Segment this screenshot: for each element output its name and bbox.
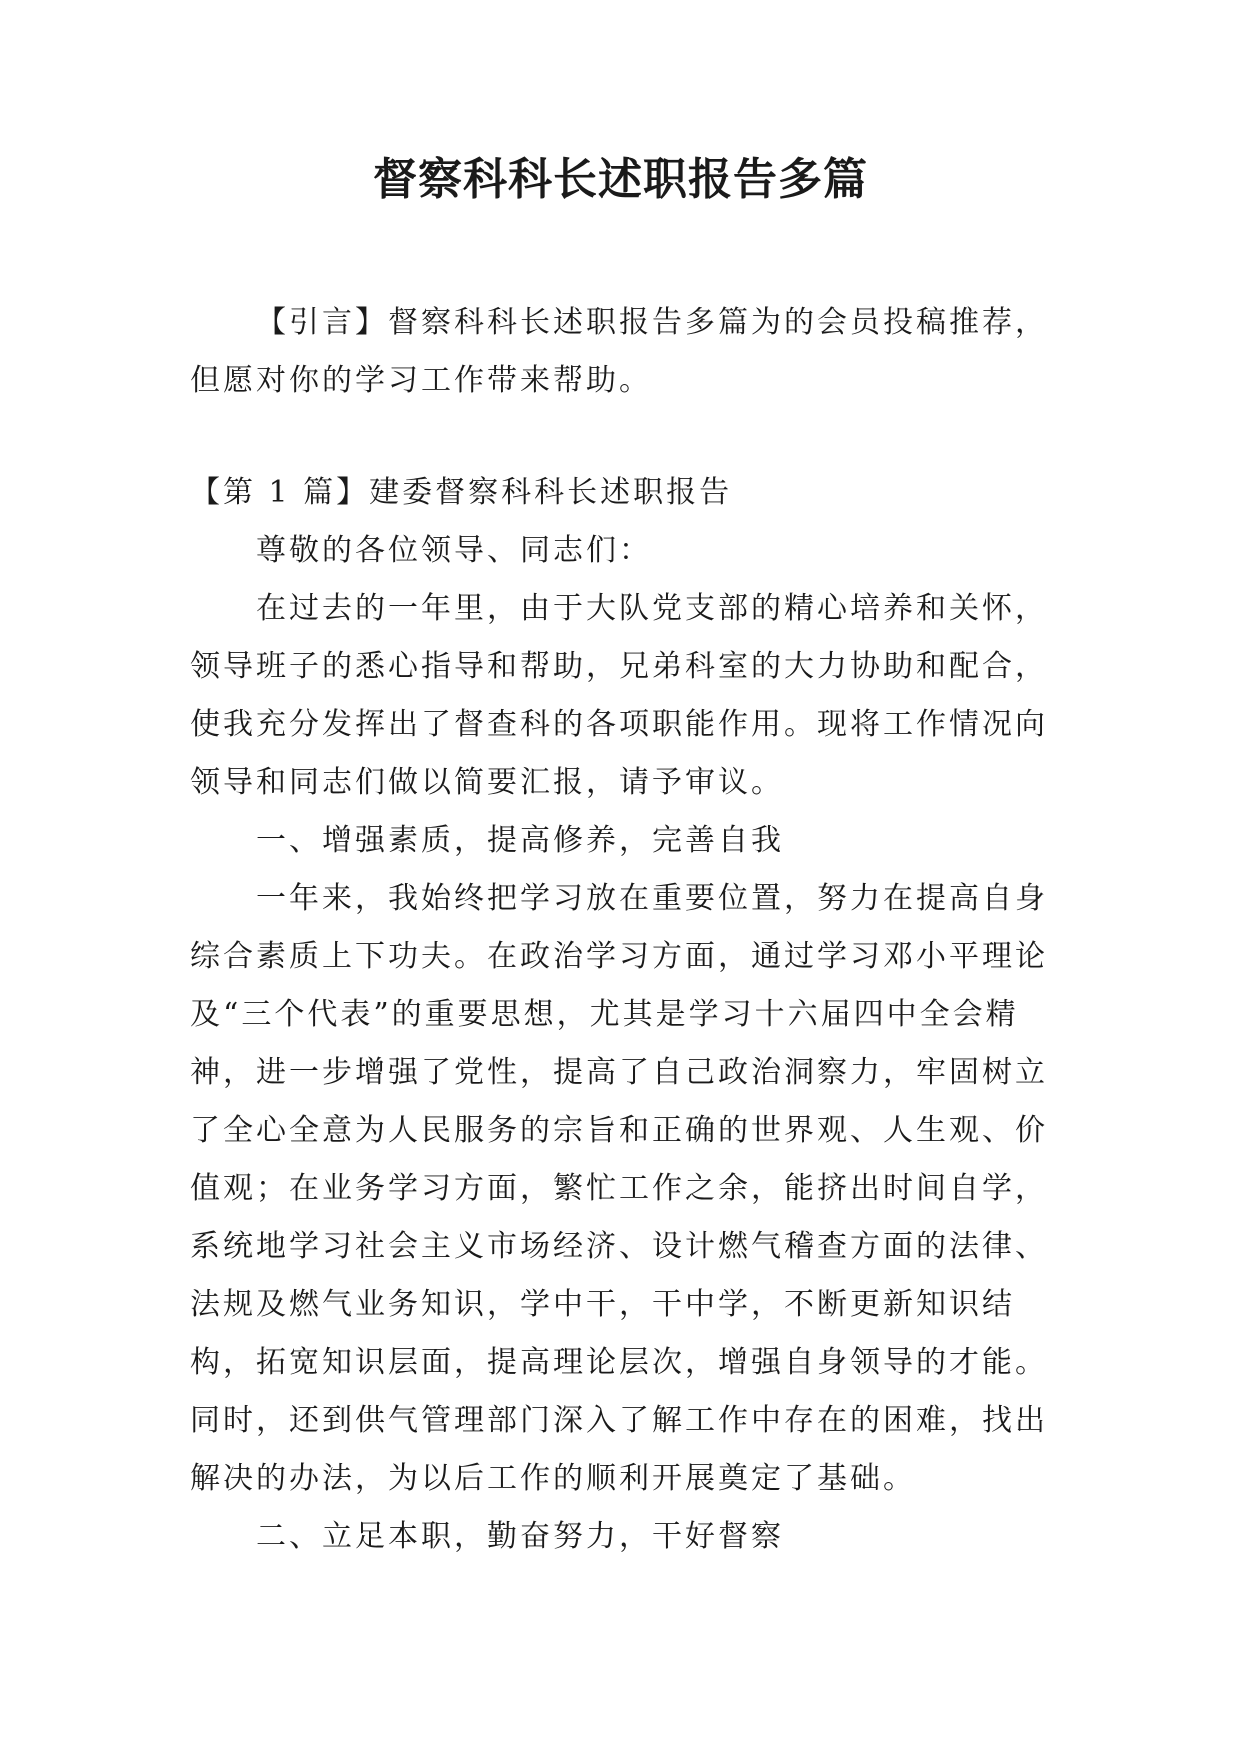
intro-line-2: 但愿对你的学习工作带来帮助。 bbox=[190, 363, 652, 398]
greeting: 尊敬的各位领导、同志们： bbox=[256, 533, 652, 568]
report-body bbox=[190, 464, 1070, 1566]
paragraph-overview: 在过去的一年里，由于大队党支部的精心培养和关怀，领导班子的悉心指导和帮助，兄弟科室的大力协助和配合，使我充分发挥出了督查科的各项职能作用。现将工作情况向领导和同志们做以简要汇报，请予审议。 bbox=[190, 591, 1048, 800]
document-title: 督察科科长述职报告多篇 bbox=[373, 154, 868, 205]
intro-paragraph bbox=[190, 294, 1070, 410]
subheading-duty: 二、立足本职，勤奋努力，干好督察 bbox=[256, 1519, 784, 1554]
paragraph-learning: 一年来，我始终把学习放在重要位置，努力在提高自身综合素质上下功夫。在政治学习方面，通过学习邓小平理论及“三个代表”的重要思想，尤其是学习十六届四中全会精神，进一步增强了党性，提高了自己政治洞察力，牢固树立了全心全意为人民服务的宗旨和正确的世界观、人生观、价值观；在业务学习方面，繁忙工作之余，能挤出时间自学，系统地学习社会主义市场经济、设计燃气稽查方面的法律、法规及燃气业务知识，学中干，干中学，不断更新知识结构，拓宽知识层面，提高理论层次，增强自身领导的才能。同时，还到供气管理部门深入了解工作中存在的困难，找出解决的办法，为以后工作的顺利开展奠定了基础。 bbox=[190, 881, 1048, 1496]
intro-line-1: 【引言】督察科科长述职报告多篇为的会员投稿推荐， bbox=[256, 305, 1048, 340]
subheading-quality: 一、增强素质，提高修养，完善自我 bbox=[256, 823, 784, 858]
section-heading: 【第 1 篇】建委督察科科长述职报告 bbox=[190, 475, 733, 510]
